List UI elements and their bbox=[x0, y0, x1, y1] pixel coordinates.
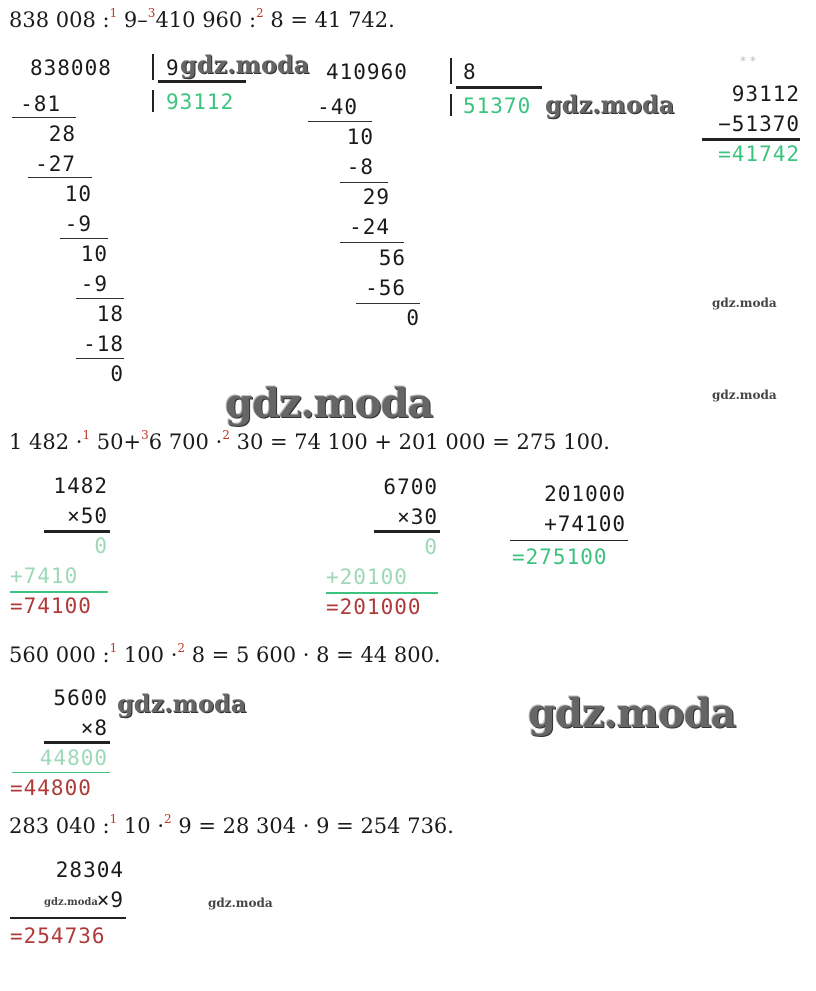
watermark: gdz.moda bbox=[44, 897, 98, 908]
difference: =41742 bbox=[718, 142, 800, 166]
factor: 28304 bbox=[55, 858, 124, 882]
multiplier: ×9 bbox=[96, 888, 124, 912]
step: 10 bbox=[346, 125, 374, 149]
problem-2-expression: 1 482 ·$^1$ 50+$^3$6 700 ·$^2$ 30 = 74 100 + 201 000 = 275 100. bbox=[9, 428, 610, 454]
watermark: gdz.moda bbox=[712, 296, 777, 310]
product: =254736 bbox=[10, 924, 106, 948]
quotient: 51370 bbox=[463, 94, 532, 118]
addend: +74100 bbox=[544, 512, 626, 536]
problem-4-expression: 283 040 :$^1$ 10 ·$^2$ 9 = 28 304 · 9 = 254 736. bbox=[9, 812, 454, 838]
step: -9 bbox=[80, 272, 108, 296]
watermark: gdz.moda bbox=[712, 388, 777, 402]
dividend: 838008 bbox=[30, 56, 112, 80]
step: 10 bbox=[80, 242, 108, 266]
step: -18 bbox=[83, 332, 124, 356]
step: 0 bbox=[110, 362, 124, 386]
sum: =275100 bbox=[512, 545, 608, 569]
partial-product: 0 bbox=[424, 535, 438, 559]
step: 56 bbox=[378, 246, 406, 270]
factor: 1482 bbox=[53, 474, 108, 498]
product: =201000 bbox=[326, 595, 422, 619]
watermark: gdz.moda bbox=[225, 380, 433, 427]
watermark: gdz.moda bbox=[180, 50, 310, 79]
problem-3-expression: 560 000 :$^1$ 100 ·$^2$ 8 = 5 600 · 8 = 44 800. bbox=[9, 641, 441, 667]
step: 29 bbox=[362, 185, 390, 209]
multiplier: ×50 bbox=[67, 504, 108, 528]
stars-mark: * * bbox=[740, 54, 756, 68]
step: -40 bbox=[317, 95, 358, 119]
step: -81 bbox=[20, 92, 61, 116]
minuend: 93112 bbox=[731, 82, 800, 106]
watermark: gdz.moda bbox=[528, 690, 736, 737]
step: -8 bbox=[346, 155, 374, 179]
partial-product: +20100 bbox=[326, 565, 408, 589]
addend: 201000 bbox=[544, 482, 626, 506]
step: 10 bbox=[64, 182, 92, 206]
product: =74100 bbox=[10, 594, 92, 618]
subtrahend: −51370 bbox=[718, 112, 800, 136]
step: -24 bbox=[349, 215, 390, 239]
divisor: 9 bbox=[166, 56, 180, 80]
multiplier: ×30 bbox=[397, 505, 438, 529]
watermark: gdz.moda bbox=[208, 896, 273, 910]
step: -27 bbox=[35, 152, 76, 176]
step: 18 bbox=[96, 302, 124, 326]
product: =44800 bbox=[10, 776, 92, 800]
factor: 5600 bbox=[53, 686, 108, 710]
dividend: 410960 bbox=[326, 60, 408, 84]
step: 28 bbox=[48, 122, 76, 146]
partial-product: 44800 bbox=[39, 746, 108, 770]
factor: 6700 bbox=[383, 475, 438, 499]
watermark: gdz.moda bbox=[117, 689, 247, 718]
watermark: gdz.moda bbox=[545, 90, 675, 119]
partial-product: 0 bbox=[94, 534, 108, 558]
step: -9 bbox=[64, 212, 92, 236]
step: -56 bbox=[365, 276, 406, 300]
problem-1-expression: 838 008 :$^1$ 9–$^3$410 960 :$^2$ 8 = 41 742. bbox=[9, 6, 395, 32]
step: 0 bbox=[406, 306, 420, 330]
multiplier: ×8 bbox=[80, 716, 108, 740]
divisor: 8 bbox=[463, 60, 477, 84]
quotient: 93112 bbox=[166, 90, 235, 114]
partial-product: +7410 bbox=[10, 564, 79, 588]
